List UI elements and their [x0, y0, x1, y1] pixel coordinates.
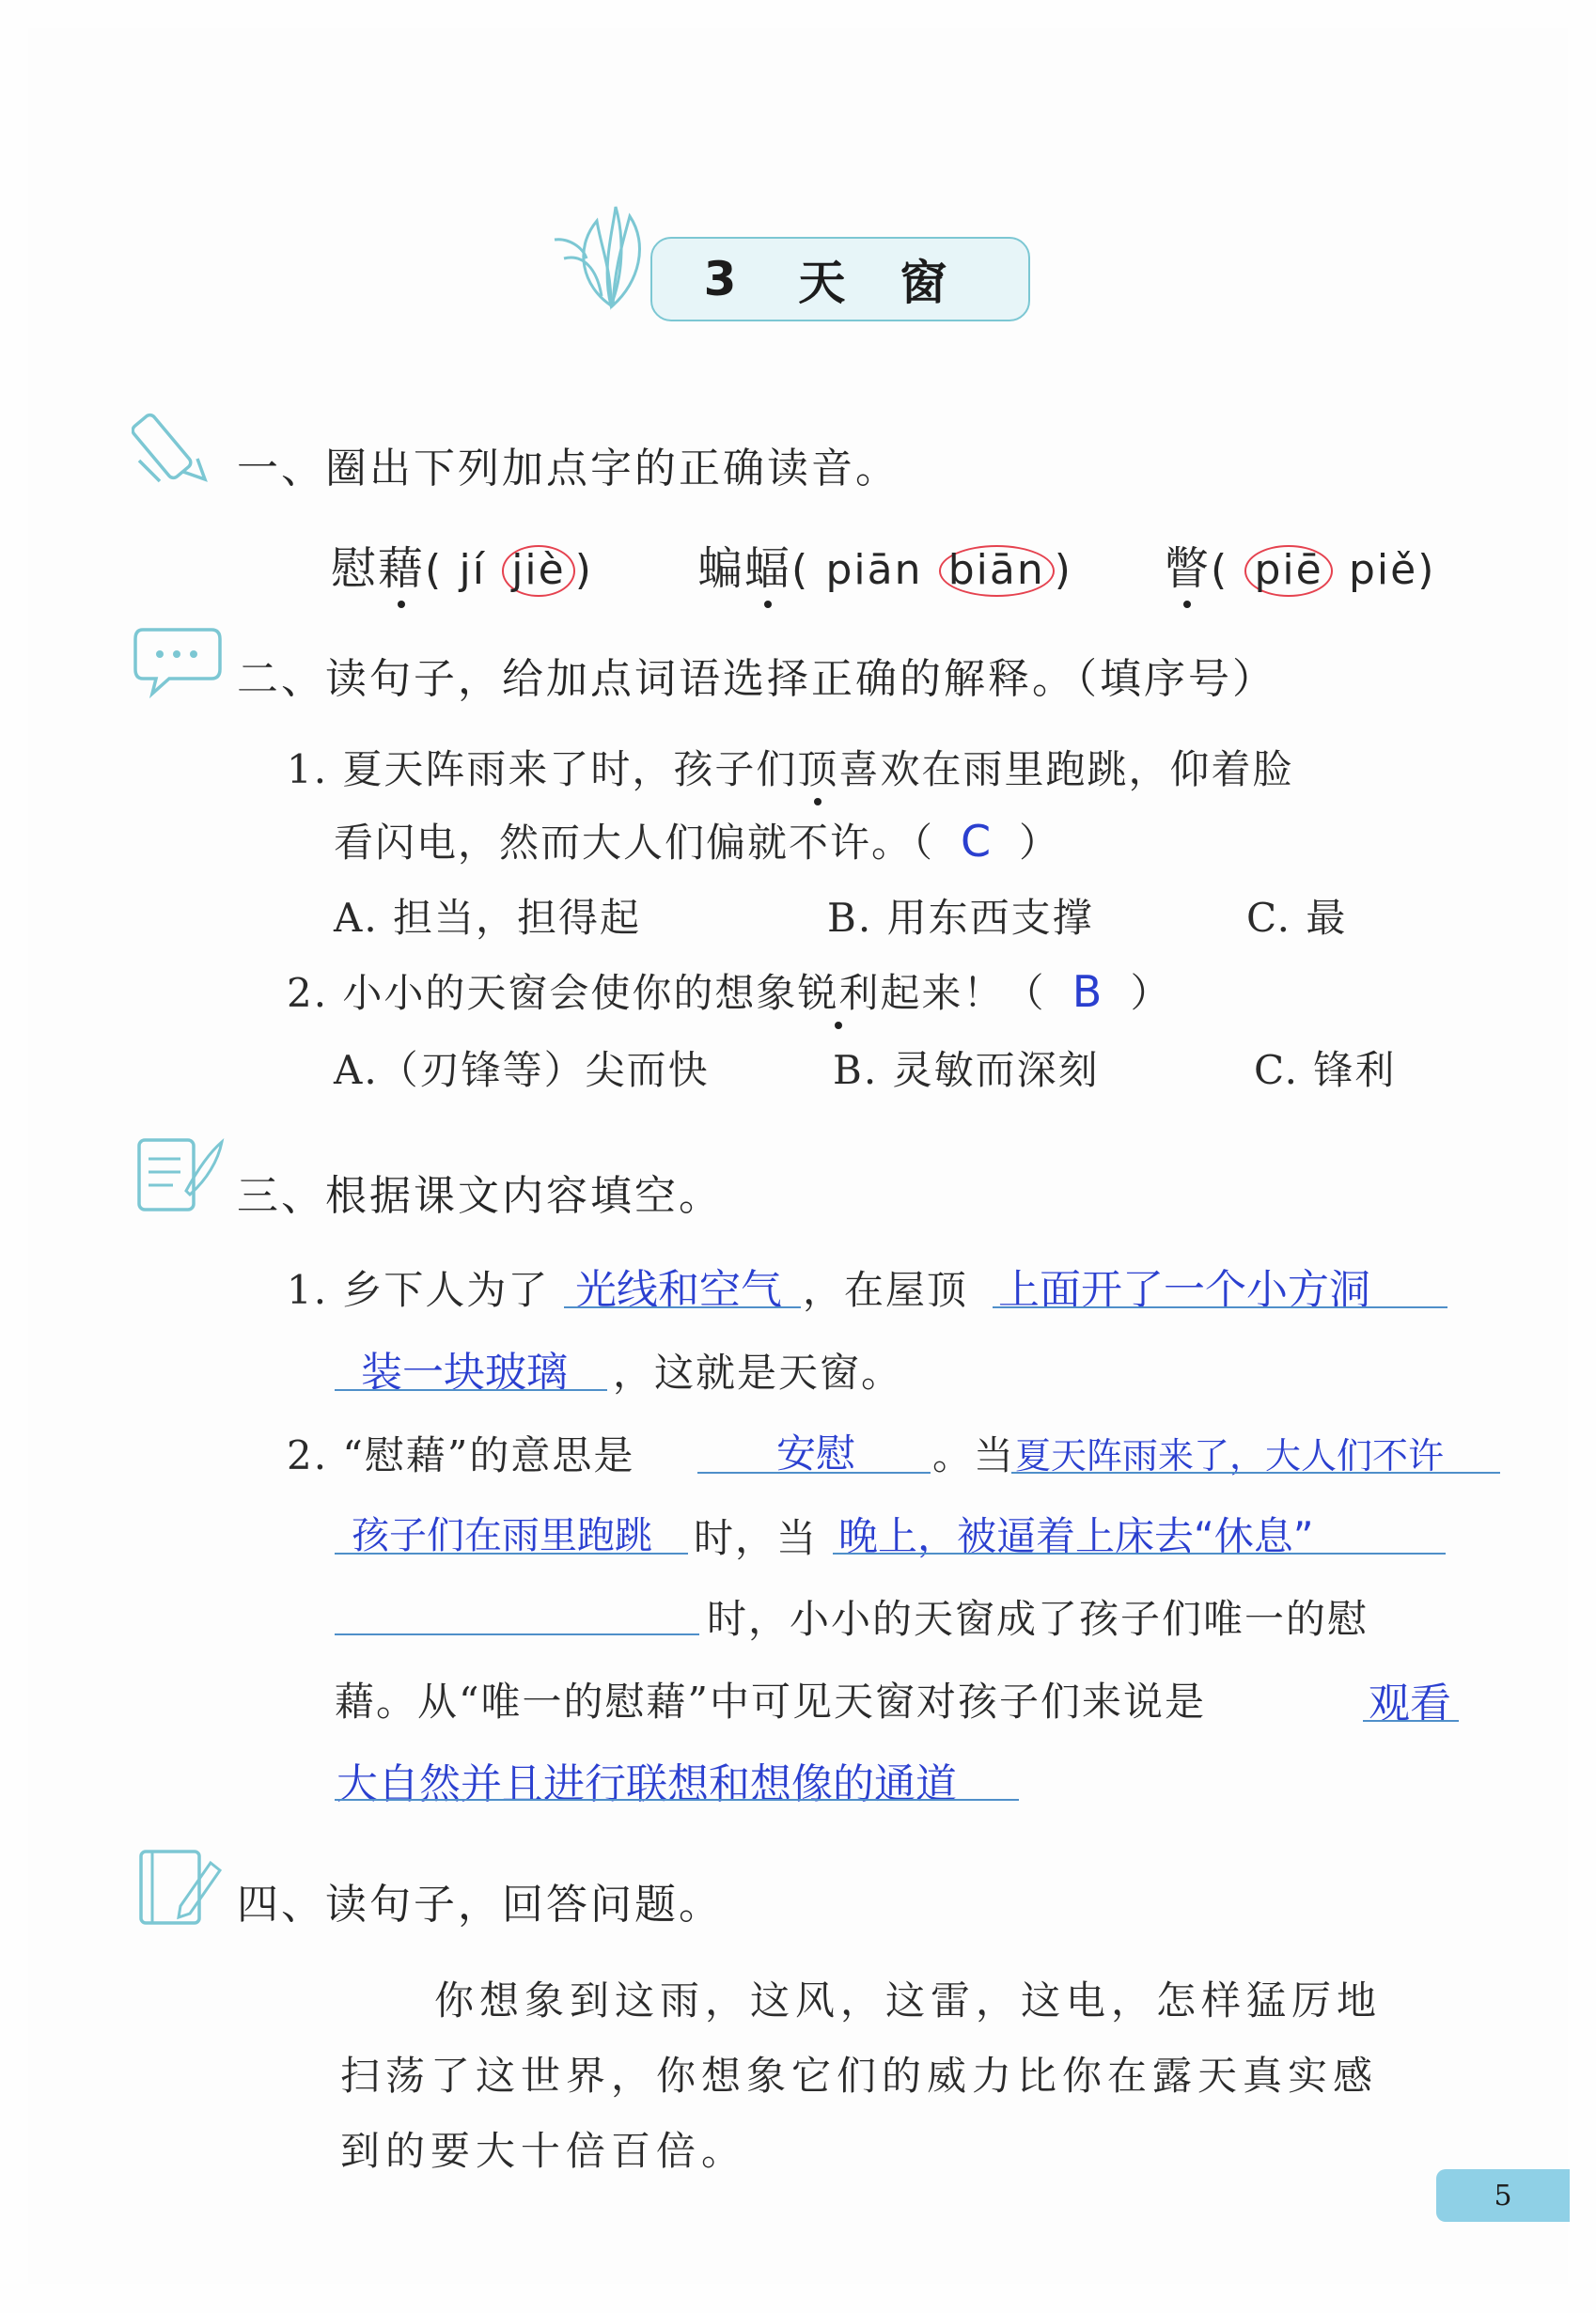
page-number-tab	[1436, 2169, 1570, 2222]
blank-line	[993, 1306, 1447, 1308]
dotted-char: 蝠	[744, 542, 792, 595]
text: 2. 小小的天窗会使你的想象	[287, 970, 798, 1016]
section-4-heading: 四、读句子，回答问题。	[237, 1881, 723, 1929]
note-quill-icon	[132, 1133, 226, 1217]
sec2-q2-option-b: B. 灵敏而深刻	[833, 1047, 1100, 1093]
text: 起来！（	[880, 970, 1046, 1016]
circled-pinyin-option: piē	[1244, 545, 1332, 597]
paren: (	[791, 546, 810, 594]
sec3-q1-text-b: ，在屋顶	[803, 1267, 969, 1313]
sec3-q2-text-e: 藉。从“唯一的慰藉”中可见天窗对孩子们来说是	[335, 1679, 1206, 1725]
blank-line	[697, 1472, 931, 1474]
sec2-q1-option-a: A. 担当，担得起	[334, 895, 642, 941]
dotted-char: 瞥	[1164, 542, 1212, 595]
sec3-q2-text-a: 2. “慰藉”的意思是	[287, 1432, 635, 1478]
pinyin-option: jí	[459, 546, 486, 594]
pinyin-option: piān	[825, 546, 923, 594]
pencil-icon	[132, 404, 226, 489]
text: 喜欢在雨里跑跳，仰着脸	[838, 746, 1294, 792]
sec3-q1-text-c: ，这就是天窗。	[613, 1350, 903, 1396]
lesson-number: 3	[703, 252, 743, 306]
paren: ）	[1019, 820, 1061, 866]
passage-line-2: 扫荡了这世界，你想象它们的威力比你在露天真实感	[340, 2053, 1379, 2099]
blank-line	[335, 1633, 699, 1635]
sec3-q2-answer-4: 晚上，被逼着上床去“休息”	[838, 1513, 1314, 1559]
paren: ）	[1130, 970, 1172, 1016]
blank-line	[1011, 1472, 1500, 1474]
sec2-q2-option-a: A.（刃锋等）尖而快	[334, 1047, 710, 1093]
pinyin-item-3	[1164, 532, 1435, 597]
sec3-q2-answer-1: 安慰	[776, 1430, 856, 1477]
book-pen-icon	[132, 1844, 226, 1929]
dotted-word: 锐利	[797, 970, 881, 1016]
sec2-q2-option-c: C. 锋利	[1254, 1047, 1397, 1093]
lesson-title-char-1: 天	[798, 256, 852, 310]
circled-pinyin-option: jiè	[502, 545, 575, 597]
sec3-q2-answer-5a: 观看	[1369, 1680, 1451, 1727]
circled-pinyin-option: biān	[939, 545, 1055, 597]
page	[28, 28, 1568, 2284]
sec3-q1-answer-2: 上面开了一个小方洞	[998, 1266, 1370, 1314]
dotted-char: 藉	[378, 542, 426, 595]
page-number: 5	[1494, 2179, 1512, 2212]
pinyin-item-1	[331, 532, 593, 597]
sec3-q2-text-b: 。当	[932, 1432, 1016, 1478]
blank-line	[335, 1799, 1019, 1801]
speech-bubble-icon	[132, 620, 226, 700]
answer-handwritten: B	[1072, 966, 1104, 1017]
section-2-heading: 二、读句子，给加点词语选择正确的解释。（填序号）	[237, 655, 1276, 703]
blank-line	[833, 1553, 1446, 1555]
blank-line	[564, 1306, 801, 1308]
paren: )	[1417, 546, 1436, 594]
sec3-q2-answer-5b: 大自然并且进行联想和想像的通道	[336, 1760, 957, 1808]
paren: )	[1054, 546, 1072, 594]
sec2-q2-line	[287, 962, 1171, 1019]
lesson-title-char-2: 窗	[900, 256, 953, 310]
sec3-q1-answer-3: 装一块玻璃	[361, 1349, 568, 1397]
section-3-heading: 三、根据课文内容填空。	[237, 1172, 723, 1220]
text: 1. 夏天阵雨来了时，孩子们	[287, 746, 798, 792]
blank-line	[335, 1389, 607, 1391]
section-1-heading: 一、圈出下列加点字的正确读音。	[237, 445, 900, 492]
passage-line-3: 到的要大十倍百倍。	[340, 2128, 747, 2174]
sec2-q1-line1	[287, 739, 1293, 795]
sec3-q2-text-d: 时，小小的天窗成了孩子们唯一的慰	[707, 1596, 1369, 1642]
passage-line-1: 你想象到这雨，这风，这雷，这电，怎样猛厉地	[434, 1977, 1383, 2024]
blank-line	[1363, 1720, 1459, 1722]
sec3-q1-text-a: 1. 乡下人为了	[287, 1267, 550, 1313]
answer-handwritten: C	[960, 816, 994, 867]
sec2-q1-line2	[334, 812, 1060, 868]
sec3-q2-answer-2: 夏天阵雨来了，大人们不许	[1015, 1435, 1445, 1477]
paren: (	[425, 546, 444, 594]
sec2-q1-option-c: C. 最	[1246, 895, 1348, 941]
paren: (	[1211, 546, 1229, 594]
text: 看闪电，然而大人们偏就不许。（	[334, 820, 935, 866]
word-char: 蝙	[697, 542, 745, 595]
sec3-q2-answer-3: 孩子们在雨里跑跳	[352, 1514, 652, 1557]
sec3-q1-answer-1: 光线和空气	[575, 1266, 782, 1314]
word-char: 慰	[331, 542, 379, 595]
sec3-q2-text-c: 时，当	[694, 1515, 819, 1561]
paren: )	[574, 546, 593, 594]
sec2-q1-option-b: B. 用东西支撑	[827, 895, 1094, 941]
pinyin-option: piě	[1348, 546, 1418, 594]
blank-line	[335, 1553, 688, 1555]
pinyin-item-2	[697, 532, 1072, 597]
lesson-title-banner	[650, 237, 1030, 321]
dotted-char: 顶	[797, 746, 839, 792]
